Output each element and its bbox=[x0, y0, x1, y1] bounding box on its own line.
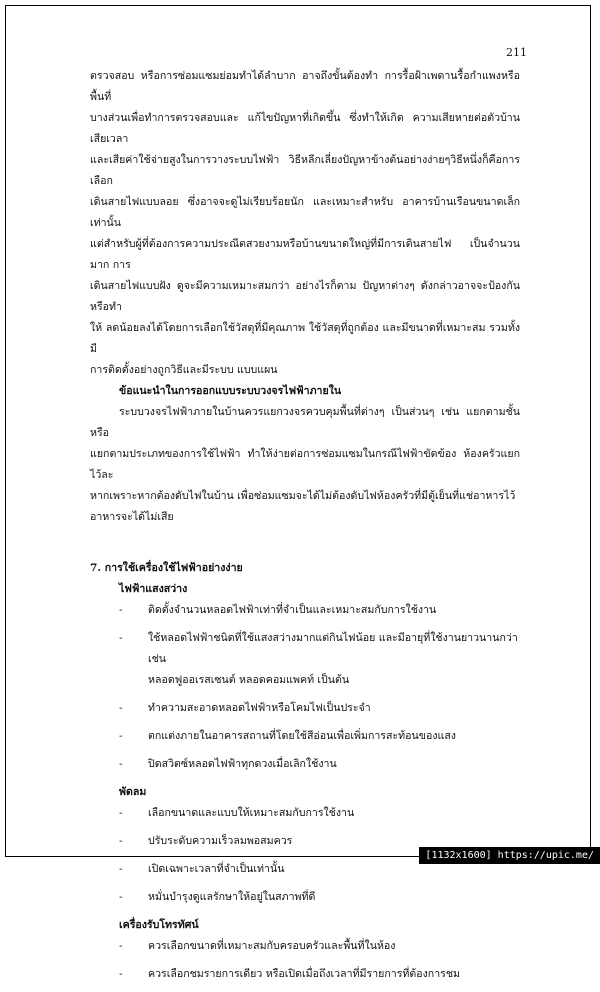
tv-list bbox=[90, 936, 520, 985]
subheading-design-advice: ข้อแนะนำในการออกแบบระบบวงจรไฟฟ้าภายใน bbox=[119, 385, 342, 397]
list-item-text: เปิดเฉพาะเวลาที่จำเป็นเท่านั้น bbox=[148, 863, 285, 875]
list-item bbox=[90, 964, 520, 985]
paragraph-2 bbox=[90, 402, 520, 528]
text-line: บางส่วนเพื่อทำการตรวจสอบและ แก้ไขปัญหาที่เกิดขึ้น ซึ่งทำให้เกิด ความเสียหายต่อตัวบ้าน เสียเวลา bbox=[90, 112, 520, 145]
group-title-tv: เครื่องรับโทรทัศน์ bbox=[119, 919, 199, 931]
list-item-text-cont: หลอดฟูออเรสเซนต์ หลอดคอมแพคท์ เป็นต้น bbox=[148, 674, 350, 686]
text-line: หากเพราะหากต้องดับไฟในบ้าน เพื่อซ่อมแซมจะได้ไม่ต้องดับไฟห้องครัวที่มีตู้เย็นที่แช่อาหารไว้ bbox=[90, 490, 516, 502]
text-line: แยกตามประเภทของการใช้ไฟฟ้า ทำให้ง่ายต่อการซ่อมแซมในกรณีไฟฟ้าขัดข้อง ห้องครัวแยกไว้ละ bbox=[90, 448, 520, 481]
list-item bbox=[90, 887, 520, 908]
bullet-dash: - bbox=[119, 863, 123, 875]
text-line: เดินสายไฟแบบฝัง ดูจะมีความเหมาะสมกว่า อย่างไรก็ตาม ปัญหาต่างๆ ดังกล่าวอาจจะป้องกันหรือทำ bbox=[90, 280, 520, 313]
text-line: ระบบวงจรไฟฟ้าภายในบ้านควรแยกวงจรควบคุมพื้นที่ต่างๆ เป็นส่วนๆ เช่น แยกตามชั้นหรือ bbox=[90, 406, 520, 439]
bullet-dash: - bbox=[119, 632, 123, 644]
text-line: ตรวจสอบ หรือการซ่อมแซมย่อมทำได้ลำบาก อาจถึงขั้นต้องทำ การรื้อฝ้าเพดานรื้อกำแพงหรือพื้นที่ bbox=[90, 70, 520, 103]
list-item bbox=[90, 698, 520, 719]
bullet-dash: - bbox=[119, 604, 123, 616]
list-item bbox=[90, 726, 520, 747]
list-item-text: ตกแต่งภายในอาคารสถานที่โดยใช้สีอ่อนเพื่อเพิ่มการสะท้อนของแสง bbox=[148, 730, 456, 742]
list-item-text: ควรเลือกชมรายการเดียว หรือเปิดเมื่อถึงเวลาที่มีรายการที่ต้องการชม bbox=[148, 968, 461, 980]
list-item-text: ทำความสะอาดหลอดไฟฟ้าหรือโคมไฟเป็นประจำ bbox=[148, 702, 371, 714]
list-item bbox=[90, 600, 520, 621]
text-line: การติดตั้งอย่างถูกวิธีและมีระบบ แบบแผน bbox=[90, 364, 278, 376]
text-line: เดินสายไฟแบบลอย ซึ่งอาจจะดูไม่เรียบร้อยนัก และเหมาะสำหรับ อาคารบ้านเรือนขนาดเล็กเท่านั้น bbox=[90, 196, 520, 229]
list-item-text: ควรเลือกขนาดที่เหมาะสมกับครอบครัวและพื้นที่ในห้อง bbox=[148, 940, 396, 952]
list-item bbox=[90, 803, 520, 824]
text-line: และเสียค่าใช้จ่ายสูงในการวางระบบไฟฟ้า วิธีหลีกเลี่ยงปัญหาข้างต้นอย่างง่ายๆวิธีหนึ่งก็คือการเลือก bbox=[90, 154, 520, 187]
section-7-heading: 7. การใช้เครื่องใช้ไฟฟ้าอย่างง่าย bbox=[90, 562, 243, 574]
bullet-dash: - bbox=[119, 940, 123, 952]
lighting-list bbox=[90, 600, 520, 775]
list-item-text: ปรับระดับความเร็วลมพอสมควร bbox=[148, 835, 293, 847]
image-host-watermark: [1132x1600] https://upic.me/ bbox=[419, 847, 600, 864]
group-title-lighting: ไฟฟ้าแสงสว่าง bbox=[119, 583, 188, 595]
paragraph-1 bbox=[90, 66, 520, 381]
list-item-text: หมั่นบำรุงดูแลรักษาให้อยู่ในสภาพที่ดี bbox=[148, 891, 316, 903]
list-item bbox=[90, 936, 520, 957]
list-item-text: ใช้หลอดไฟฟ้าชนิดที่ใช้แสงสว่างมากแต่กินไฟน้อย และมีอายุที่ใช้งานยาวนานกว่า เช่น bbox=[148, 632, 518, 665]
list-item bbox=[90, 754, 520, 775]
list-item-text: ติดตั้งจำนวนหลอดไฟฟ้าเท่าที่จำเป็นและเหมาะสมกับการใช้งาน bbox=[148, 604, 437, 616]
text-line: แต่สำหรับผู้ที่ต้องการความประณีตสวยงามหรือบ้านขนาดใหญ่ที่มีการเดินสายไฟ เป็นจำนวนมาก การ bbox=[90, 238, 520, 271]
group-title-fan: พัดลม bbox=[119, 786, 147, 798]
list-item-text: ปิดสวิตซ์หลอดไฟฟ้าทุกดวงเมื่อเลิกใช้งาน bbox=[148, 758, 337, 770]
bullet-dash: - bbox=[119, 968, 123, 980]
bullet-dash: - bbox=[119, 702, 123, 714]
bullet-dash: - bbox=[119, 730, 123, 742]
bullet-dash: - bbox=[119, 758, 123, 770]
bullet-dash: - bbox=[119, 835, 123, 847]
bullet-dash: - bbox=[119, 891, 123, 903]
list-item bbox=[90, 628, 520, 691]
text-line: อาหารจะได้ไม่เสีย bbox=[90, 511, 174, 523]
bullet-dash: - bbox=[119, 807, 123, 819]
text-line: ให้ ลดน้อยลงได้โดยการเลือกใช้วัสดุที่มีคุณภาพ ใช้วัสดุที่ถูกต้อง และมีขนาดที่เหมาะสม รวมทั้งมี bbox=[90, 322, 520, 355]
page-number: 211 bbox=[506, 46, 527, 59]
list-item-text: เลือกขนาดและแบบให้เหมาะสมกับการใช้งาน bbox=[148, 807, 355, 819]
